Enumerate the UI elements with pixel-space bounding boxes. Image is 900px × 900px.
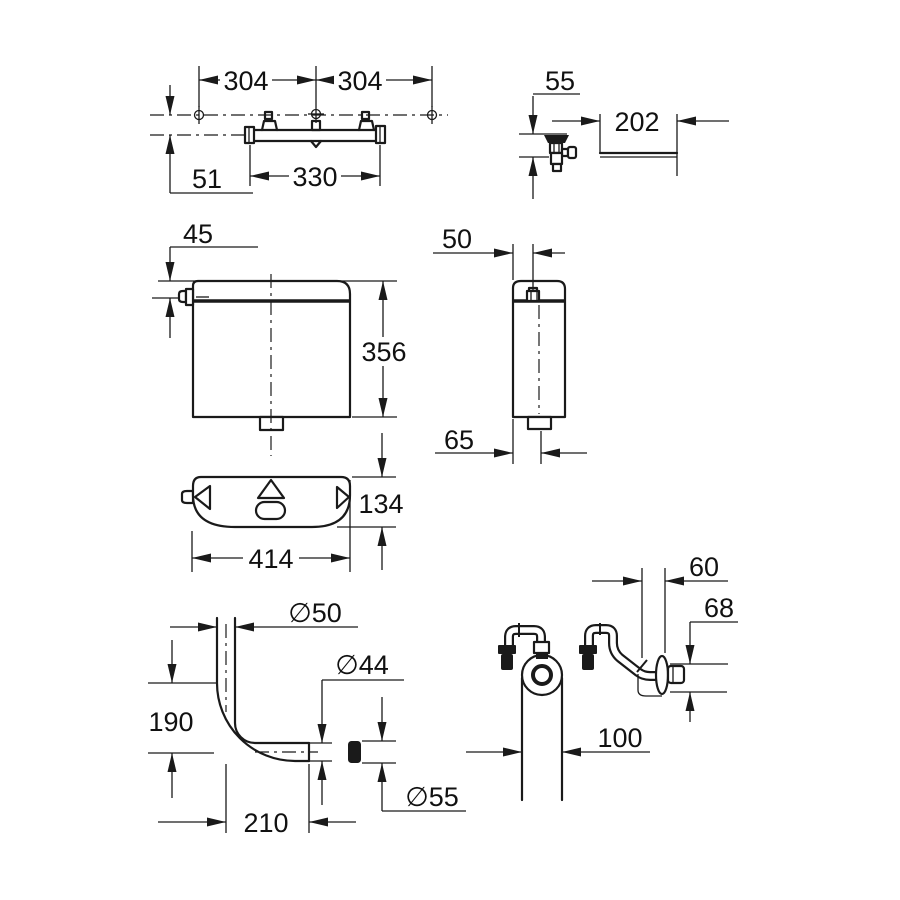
- dim-cistern-depth-label: 134: [358, 489, 404, 519]
- view-flush-pipe: [148, 598, 466, 838]
- flush-pipe-outer: [217, 618, 309, 761]
- dim-pipe-end-diameter-label: ∅44: [335, 650, 389, 680]
- view-supply-valve: [519, 66, 729, 199]
- view-cistern-front: [152, 219, 412, 456]
- dim-seal-diameter-label: ∅55: [405, 782, 459, 812]
- dim-seal-diameter: [362, 697, 466, 812]
- dim-cistern-width-label: 414: [248, 544, 294, 574]
- dim-inlet-offset-label: 45: [182, 219, 214, 249]
- dim-rail-offset-label: 51: [191, 164, 223, 194]
- dim-valve-height-label: 55: [544, 66, 576, 96]
- dim-shelf-depth: [552, 107, 729, 176]
- dim-pipe-horizontal: [158, 764, 356, 838]
- dim-outlet-offset: [435, 419, 587, 464]
- view-cistern-side: [433, 224, 587, 464]
- flange-front: [522, 655, 562, 695]
- side-tab: [182, 491, 193, 503]
- dim-rail-width-label: 330: [292, 162, 338, 192]
- dim-connection-offset-label: 60: [688, 552, 720, 582]
- cistern-outlet-side: [528, 417, 551, 429]
- view-cistern-top: [182, 433, 404, 574]
- dim-top-depth-label: 50: [441, 224, 473, 254]
- dim-cistern-height: [352, 281, 412, 417]
- dim-rail-width: [250, 145, 380, 192]
- view-mounting-rail: [150, 66, 448, 194]
- view-connection-front: [466, 623, 650, 800]
- dim-connection-height-label: 68: [703, 593, 735, 623]
- flush-pipe-inner: [235, 618, 309, 743]
- dim-connection-width-label: 100: [597, 723, 643, 753]
- fixing-point-left-icon: [195, 106, 204, 124]
- dim-rail-left-span: 304: [223, 66, 269, 96]
- dim-valve-height: [533, 66, 580, 199]
- angle-valve-icon: [544, 135, 576, 171]
- dim-pipe-diameter: [170, 598, 358, 628]
- dim-rail-right-span: 304: [337, 66, 383, 96]
- dim-rail-offset: [170, 85, 253, 194]
- dim-pipe-end-diameter: [309, 650, 404, 805]
- wall-flange-side: [656, 656, 668, 694]
- dim-pipe-vertical-label: 190: [148, 707, 194, 737]
- dim-shelf-depth-label: 202: [614, 107, 660, 137]
- supply-hose-side: [579, 623, 662, 696]
- dim-cistern-height-label: 356: [361, 337, 407, 367]
- seal-gasket: [348, 741, 361, 763]
- mounting-rail-body: [245, 112, 385, 147]
- dim-connection-height: [670, 593, 738, 722]
- view-connection-side: [579, 552, 738, 722]
- flange-bolt: [668, 666, 684, 683]
- dim-outlet-offset-label: 65: [443, 425, 475, 455]
- dim-rail-spans: [199, 66, 432, 107]
- dim-pipe-diameter-label: ∅50: [288, 598, 342, 628]
- dim-pipe-vertical: [148, 640, 217, 798]
- dim-connection-width: [466, 723, 650, 753]
- dim-pipe-horizontal-label: 210: [243, 808, 289, 838]
